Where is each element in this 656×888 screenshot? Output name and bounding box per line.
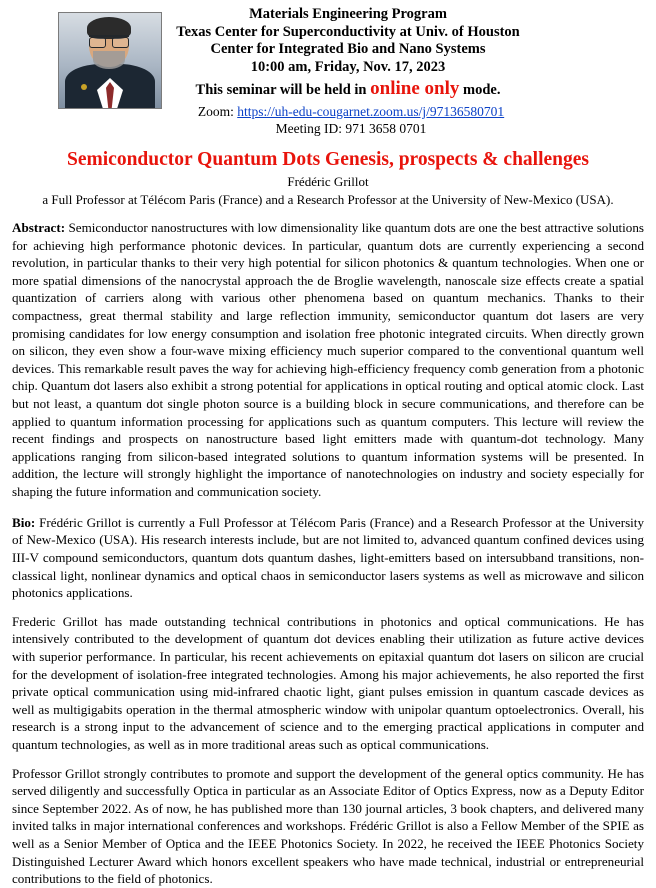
speaker-portrait	[58, 12, 162, 109]
speaker-affiliation: a Full Professor at Télécom Paris (France) and a Research Professor at the University of New-Mexico (USA).	[42, 191, 614, 207]
header-line-program: Materials Engineering Program	[249, 6, 447, 22]
mode-prefix-text: This seminar will be held in	[195, 81, 371, 98]
mode-suffix-text: mode.	[459, 81, 501, 98]
abstract-paragraph	[12, 219, 644, 501]
portrait-beard	[93, 51, 125, 69]
zoom-link[interactable]: https://uh-edu-cougarnet.zoom.us/j/97136580701	[237, 103, 505, 119]
bio-paragraph-3: Professor Grillot strongly contributes to promote and support the development of the general optics community. He has served diligently and successfully Optica in particular as an Associate Editor of Optics Express, now as a Deputy Editor since September 2022. As of now, he has published more than 130 journal articles, 3 book chapters, and delivered many invited talks in major international conferences and workshops. Frédéric Grillot is also a Fellow Member of the SPIE as well as a Senior Member of Optica and the IEEE Photonics Society. In 2022, he received the IEEE Photonics Society Distinguished Lecturer Award which honors excellent speakers who have made technical, industrial or entrepreneurial contributions to the field of photonics.	[12, 765, 644, 887]
portrait-lapel-pin	[81, 84, 87, 90]
bio-paragraph-2: Frederic Grillot has made outstanding technical contributions in photonics and optical communications. He has intensively contributed to the development of quantum dot devices enabling their utilization as future active devices with superior performance. In particular, his recent achievements on epitaxial quantum dot lasers on silicon are crucial for the development of isolation-free integrated technologies. Among his major achievements, he also reported the first private optical communication using mid-infrared chaotic light, giant pulses emission in quantum cascade devices as well as multigigabits operation in the thermal atmospheric window with unipolar quantum optoelectronics. Overall, his research is a strong input to the advancement of science and to the emerging practical applications in computer and quantum technologies, as well as in more traditional areas such as optical communications.	[12, 613, 644, 752]
meeting-id-text: Meeting ID: 971 3658 0701	[275, 120, 427, 136]
header-line-datetime: 10:00 am, Friday, Nov. 17, 2023	[250, 59, 446, 76]
abstract-label: Abstract:	[12, 219, 66, 235]
zoom-label: Zoom:	[197, 103, 238, 119]
bio-text-1: Frédéric Grillot is currently a Full Professor at Télécom Paris (France) and a Research Professor at the University of New-Mexico (USA). His research interests include, but are not limited to, advanced quantum confined devices using III-V compound semiconductors, quantum dots quantum dashes, light-emitters based on intersubband transitions, non-classical light, nonlinear dynamics and optical chaos in semiconductor lasers systems as well as microwave and silicon photonics applications.	[12, 514, 644, 601]
header-line-institute: Center for Integrated Bio and Nano Systems	[210, 41, 486, 58]
header-line-center: Texas Center for Superconductivity at Univ. of Houston	[176, 23, 520, 40]
mode-highlight-text: online only	[370, 77, 460, 99]
header-block	[12, 6, 644, 137]
abstract-text: Semiconductor nanostructures with low dimensionality like quantum dots are one the best attractive solutions for achieving high performance photonic devices. In particular, quantum dots are currently experiencing a second revolution, in particular thanks to their very high potential for silicon photonics & quantum technologies. When one or more spatial dimensions of the nanocrystal approach the de Broglie wavelength, nanoscale size effects create a spatial quantization of carriers along with various other phenomena based on quantum mechanics. Thanks to their compactness, great thermal stability and large reflection immunity, semiconductor quantum dot lasers are very promising candidates for low energy consumption and isolation free photonic integrated circuits. When directly grown on silicon, they even show a four-wave mixing efficiency much superior compared to the conventional quantum well devices. This remarkable result paves the way for achieving high-efficiency frequency comb generation from a photonic chip. Quantum dot lasers also exhibit a strong potential for applications in optical routing and optical atomic clock. Last but not least, a quantum dot single photon source is a building block in secure communications, and therefore can be applied to quantum information processing for applications such as quantum computers. This lecture will review the recent findings and prospects on nanostructure based light emitters made with quantum-dot technology. Many applications ranging from silicon-based integrated solutions to quantum information systems will be presented. In addition, the lecture will strongly highlight the importance of nanotechnologies on industry and society especially for shaping the future information and communication society.	[12, 219, 644, 500]
talk-title: Semiconductor Quantum Dots Genesis, prospects & challenges	[67, 148, 589, 170]
bio-label: Bio:	[12, 514, 36, 530]
bio-paragraph-1	[12, 514, 644, 602]
speaker-name: Frédéric Grillot	[287, 173, 369, 189]
portrait-glasses	[89, 35, 129, 46]
